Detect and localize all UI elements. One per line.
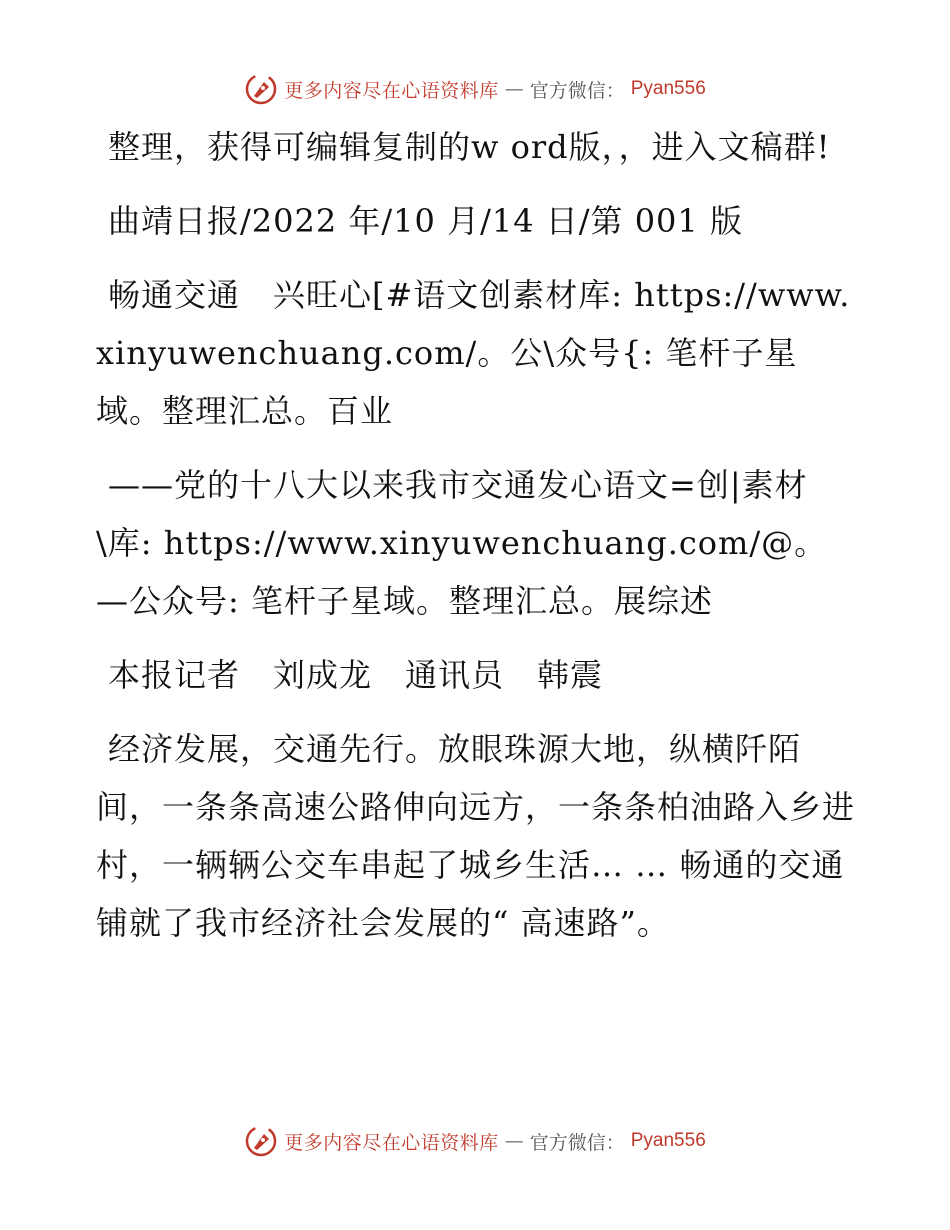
source-line: 曲靖日报/2022 年/10 月/14 日/第 001 版 (108, 202, 743, 240)
intro-paragraph: 整理，获得可编辑复制的w ord版，，进入文稿群! (108, 128, 831, 166)
pen-nib-logo-icon (244, 72, 278, 106)
banner-text: 更多内容尽在心语资料库 (284, 79, 499, 102)
article-subtitle: ——党的十八大以来我市交通发心语文=创|素材\库: https://www.xinyuwenchuang.com/@。—公众号: 笔杆子星域。整理汇总。展综述 (96, 466, 828, 620)
banner-brand: 官方微信： (529, 79, 625, 102)
byline: 本报记者 刘成龙 通讯员 韩震 (108, 656, 604, 694)
banner-dash: — (504, 78, 524, 100)
body-paragraph: 经济发展，交通先行。放眼珠源大地，纵横阡陌间，一条条高速公路伸向远方，一条条柏油路入乡进村，一辆辆公交车串起了城乡生活… … 畅通的交通铺就了我市经济社会发展的“ 高速路”。 (96, 730, 856, 942)
banner-wechat-id: Pyan556 (630, 78, 706, 99)
article-title: 畅通交通 兴旺心[#语文创素材库: https://www.xinyuwenchuang.com/。公\众号{: 笔杆子星域。整理汇总。百业 (96, 276, 851, 430)
banner-text: 更多内容尽在心语资料库 (284, 1131, 499, 1154)
pen-nib-logo-icon (244, 1124, 278, 1158)
footer-watermark-banner (0, 1124, 950, 1158)
document-body (96, 118, 856, 968)
banner-dash: — (504, 1130, 524, 1152)
header-watermark-banner (0, 72, 950, 106)
banner-brand: 官方微信： (529, 1131, 625, 1154)
banner-wechat-id: Pyan556 (630, 1130, 706, 1151)
